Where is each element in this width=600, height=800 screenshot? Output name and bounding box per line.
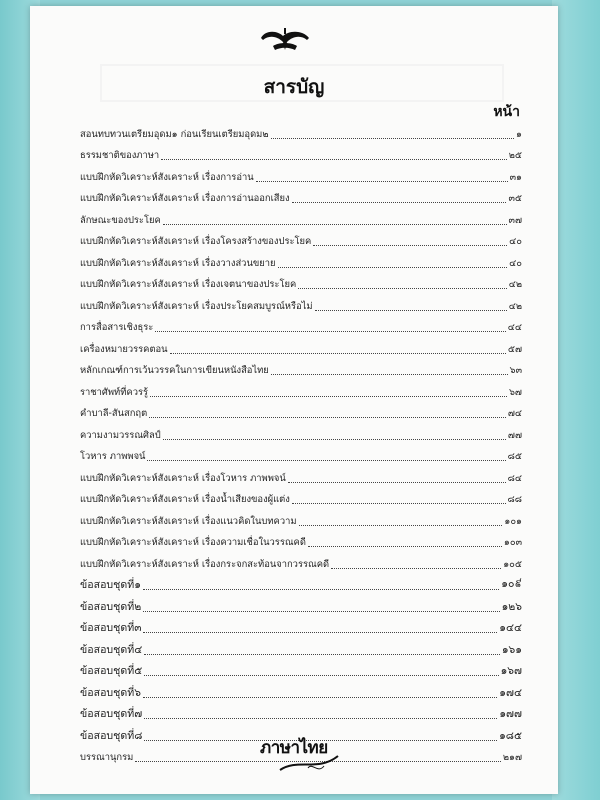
toc-entry-page: ๑๒๖ [501, 600, 522, 613]
dot-leader [163, 224, 507, 225]
toc-entry [80, 249, 522, 271]
dot-leader [144, 654, 500, 655]
toc-entry-title: แบบฝึกหัดวิเคราะห์สังเคราะห์ เรื่องโวหาร ภาพพจน์ [80, 472, 286, 484]
toc-entry-title: ข้อสอบชุดที่๒ [80, 600, 142, 613]
toc-entry [80, 185, 522, 207]
toc-entry-page: ๒๑๗ [502, 752, 522, 763]
toc-entry-page: ๑๐๓ [503, 537, 522, 548]
toc-entry [80, 507, 522, 529]
dot-leader [143, 589, 499, 590]
toc-entry-page: ๑๐๑ [504, 515, 522, 527]
dot-leader [288, 482, 506, 483]
toc-entry [80, 529, 522, 551]
dot-leader [292, 202, 507, 203]
toc-entry-title: แบบฝึกหัดวิเคราะห์สังเคราะห์ เรื่องการอ่าน [80, 171, 254, 183]
toc-entry [80, 701, 522, 723]
toc-entry-page: ๔๔ [507, 322, 522, 333]
page-column-header: หน้า [493, 104, 520, 120]
toc-entry [80, 636, 522, 658]
toc-entry-title: แบบฝึกหัดวิเคราะห์สังเคราะห์ เรื่องโครงสร้างของประโยค [80, 236, 312, 247]
toc-entry-page: ๖๗ [508, 386, 522, 398]
brand-logo [260, 734, 370, 778]
toc-entry [80, 615, 522, 637]
toc-entry-page: ๔๒ [508, 279, 522, 290]
toc-entry [80, 142, 522, 164]
toc-entry [80, 550, 522, 572]
toc-entry-page: ๑๐๕ [503, 558, 522, 570]
dot-leader [271, 138, 515, 139]
toc-entry-page: ๒๕ [508, 150, 522, 161]
toc-entry-title: แบบฝึกหัดวิเคราะห์สังเคราะห์ เรื่องกระจกสะท้อนจากวรรณคดี [80, 558, 330, 570]
dot-leader [147, 460, 505, 461]
toc-entry [80, 421, 522, 443]
toc-entry [80, 658, 522, 680]
toc-entry-title: ข้อสอบชุดที่๔ [80, 643, 143, 656]
toc-entry-page: ๘๕ [507, 451, 522, 462]
toc-entry-title: แบบฝึกหัดวิเคราะห์สังเคราะห์ เรื่องความเชื่อในวรรณคดี [80, 537, 306, 548]
toc-entry-title: ข้อสอบชุดที่๖ [80, 686, 141, 699]
toc-entry [80, 378, 522, 400]
toc-entry-page: ๘๘ [507, 494, 522, 505]
toc-entry-title: ข้อสอบชุดที่๓ [80, 622, 142, 634]
toc-entry-title: แบบฝึกหัดวิเคราะห์สังเคราะห์ เรื่องแนวคิดในบทความ [80, 515, 297, 527]
dot-leader [163, 439, 506, 440]
toc-entry [80, 572, 522, 594]
toc-entry-title: ข้อสอบชุดที่๘ [80, 729, 143, 742]
toc-entry-title: ราชาศัพท์ที่ควรรู้ [80, 386, 149, 398]
toc-entry [80, 163, 522, 185]
toc-entry [80, 228, 522, 250]
toc-entry-title: แบบฝึกหัดวิเคราะห์สังเคราะห์ เรื่องการอ่านออกเสียง [80, 193, 290, 204]
dot-leader [144, 718, 497, 719]
dot-leader [315, 310, 507, 311]
toc-entry [80, 486, 522, 508]
toc-entry-page: ๓๑ [509, 171, 522, 183]
dot-leader [144, 675, 498, 676]
dot-leader [299, 525, 503, 526]
dot-leader [150, 396, 507, 397]
toc-entry-page: ๘๔ [507, 472, 522, 484]
toc-entry-title: เครื่องหมายวรรคตอน [80, 343, 168, 355]
toc-entry-page: ๑๖๑ [501, 643, 522, 656]
toc-entry-title: แบบฝึกหัดวิเคราะห์สังเคราะห์ เรื่องประโยคสมบูรณ์หรือไม่ [80, 300, 313, 312]
toc-entry-title: ธรรมชาติของภาษา [80, 150, 160, 161]
dot-leader [271, 374, 508, 375]
toc-entry-page: ๗๔ [507, 408, 522, 419]
dot-leader [155, 331, 506, 332]
brand-text: ภาษาไทย [260, 738, 328, 758]
dot-leader [331, 568, 501, 569]
toc-entry [80, 120, 522, 142]
dot-leader [149, 417, 506, 418]
table-of-contents [80, 120, 522, 765]
toc-entry-page: ๗๗ [507, 429, 522, 441]
toc-entry-page: ๓๗ [508, 214, 522, 226]
background-right [552, 0, 600, 800]
toc-entry-page: ๔๐ [509, 257, 522, 269]
dot-leader [161, 159, 507, 160]
toc-entry [80, 314, 522, 336]
dot-leader [256, 181, 508, 182]
dot-leader [292, 503, 506, 504]
toc-entry [80, 206, 522, 228]
toc-entry-title: หลักเกณฑ์การเว้นวรรคในการเขียนหนังสือไทย [80, 365, 269, 376]
toc-entry [80, 400, 522, 422]
toc-entry-page: ๑๖๗ [500, 665, 522, 677]
toc-entry-title: ข้อสอบชุดที่๑ [80, 579, 141, 591]
toc-entry-title: ข้อสอบชุดที่๗ [80, 708, 143, 720]
toc-entry-page: ๑ [516, 128, 522, 140]
toc-entry-page: ๑๗๗ [499, 708, 522, 720]
dot-leader [170, 353, 506, 354]
toc-entry-page: ๖๓ [509, 365, 522, 376]
toc-entry-page: ๕๗ [507, 343, 522, 355]
swoosh-icon [278, 748, 358, 776]
toc-entry-page: ๓๕ [508, 193, 522, 204]
toc-entry-title: ข้อสอบชุดที่๕ [80, 665, 143, 677]
dot-leader [313, 245, 507, 246]
toc-entry [80, 271, 522, 293]
toc-entry-page: ๔๐ [509, 236, 522, 247]
toc-entry-title: แบบฝึกหัดวิเคราะห์สังเคราะห์ เรื่องเจตนาของประโยค [80, 279, 297, 290]
dot-leader [298, 288, 506, 289]
toc-entry-page: ๔๒ [508, 300, 522, 312]
toc-entry-title: ลักษณะของประโยค [80, 214, 161, 226]
toc-entry [80, 464, 522, 486]
chakri-emblem-icon [255, 26, 315, 56]
toc-entry-page: ๑๐៩ [501, 578, 522, 590]
dot-leader [143, 632, 497, 633]
toc-entry-title: แบบฝึกหัดวิเคราะห์สังเคราะห์ เรื่องวางส่วนขยาย [80, 257, 276, 269]
toc-entry [80, 593, 522, 615]
toc-entry-page: ๑๔๔ [499, 622, 522, 634]
toc-entry-page: ๑๘๕ [499, 729, 522, 742]
toc-entry-title: คำบาลี-สันสกฤต [80, 408, 148, 419]
toc-entry-title: โวหาร ภาพพจน์ [80, 451, 146, 462]
toc-entry-title: แบบฝึกหัดวิเคราะห์สังเคราะห์ เรื่องน้ำเสียงของผู้แต่ง [80, 494, 290, 505]
toc-entry-title: ความงามวรรณศิลป์ [80, 429, 161, 441]
toc-title: สารบัญ [263, 76, 325, 98]
dot-leader [143, 611, 499, 612]
toc-entry [80, 443, 522, 465]
dot-leader [143, 697, 497, 698]
toc-entry [80, 335, 522, 357]
toc-entry-page: ๑๗๔ [499, 686, 522, 699]
toc-entry-title: สอนทบทวนเตรียมอุดม๑ ก่อนเรียนเตรียมอุดม๒ [80, 128, 269, 140]
dot-leader [308, 546, 502, 547]
toc-entry [80, 357, 522, 379]
toc-entry-title: การสื่อสารเชิงธุระ [80, 322, 154, 333]
document-page [30, 6, 558, 794]
dot-leader [278, 267, 508, 268]
toc-entry [80, 679, 522, 701]
toc-entry [80, 292, 522, 314]
toc-entry-title: บรรณานุกรม [80, 752, 134, 763]
